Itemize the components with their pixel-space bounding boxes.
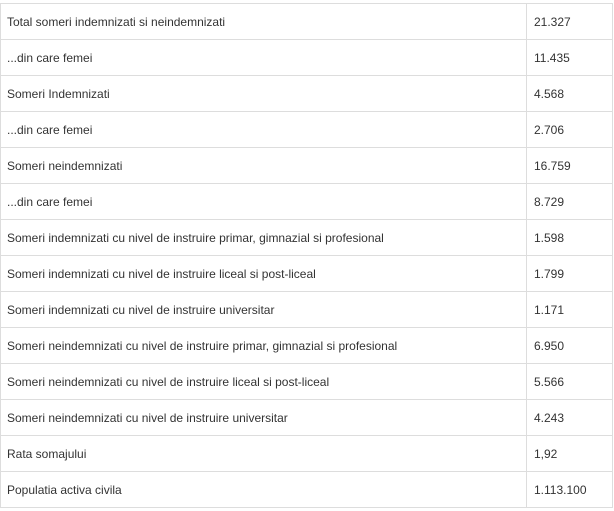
table-row (1, 112, 613, 148)
statistics-table-body (1, 4, 613, 508)
row-label: Someri neindemnizati cu nivel de instruire primar, gimnazial si profesional (1, 328, 527, 364)
row-label: ...din care femei (1, 40, 527, 76)
row-value: 8.729 (527, 184, 613, 220)
table-row (1, 292, 613, 328)
row-value: 2.706 (527, 112, 613, 148)
table-row (1, 256, 613, 292)
row-label: Total someri indemnizati si neindemnizati (1, 4, 527, 40)
row-value: 1.113.100 (527, 472, 613, 508)
row-value: 5.566 (527, 364, 613, 400)
row-label: Someri neindemnizati (1, 148, 527, 184)
table-row (1, 148, 613, 184)
table-row (1, 184, 613, 220)
row-label: Populatia activa civila (1, 472, 527, 508)
row-label: ...din care femei (1, 112, 527, 148)
table-row (1, 76, 613, 112)
row-label: Someri indemnizati cu nivel de instruire universitar (1, 292, 527, 328)
row-value: 16.759 (527, 148, 613, 184)
row-value: 1,92 (527, 436, 613, 472)
table-row (1, 400, 613, 436)
row-label: ...din care femei (1, 184, 527, 220)
row-label: Someri indemnizati cu nivel de instruire primar, gimnazial si profesional (1, 220, 527, 256)
table-row (1, 328, 613, 364)
table-row (1, 40, 613, 76)
row-value: 4.568 (527, 76, 613, 112)
row-label: Someri Indemnizati (1, 76, 527, 112)
row-label: Someri neindemnizati cu nivel de instruire liceal si post-liceal (1, 364, 527, 400)
table-row (1, 472, 613, 508)
table-row (1, 4, 613, 40)
row-value: 4.243 (527, 400, 613, 436)
table-row (1, 220, 613, 256)
table-row (1, 364, 613, 400)
row-value: 6.950 (527, 328, 613, 364)
statistics-table (0, 3, 613, 508)
row-value: 1.171 (527, 292, 613, 328)
row-value: 1.598 (527, 220, 613, 256)
row-value: 21.327 (527, 4, 613, 40)
row-value: 11.435 (527, 40, 613, 76)
row-label: Someri neindemnizati cu nivel de instruire universitar (1, 400, 527, 436)
table-row (1, 436, 613, 472)
row-label: Someri indemnizati cu nivel de instruire liceal si post-liceal (1, 256, 527, 292)
row-value: 1.799 (527, 256, 613, 292)
row-label: Rata somajului (1, 436, 527, 472)
